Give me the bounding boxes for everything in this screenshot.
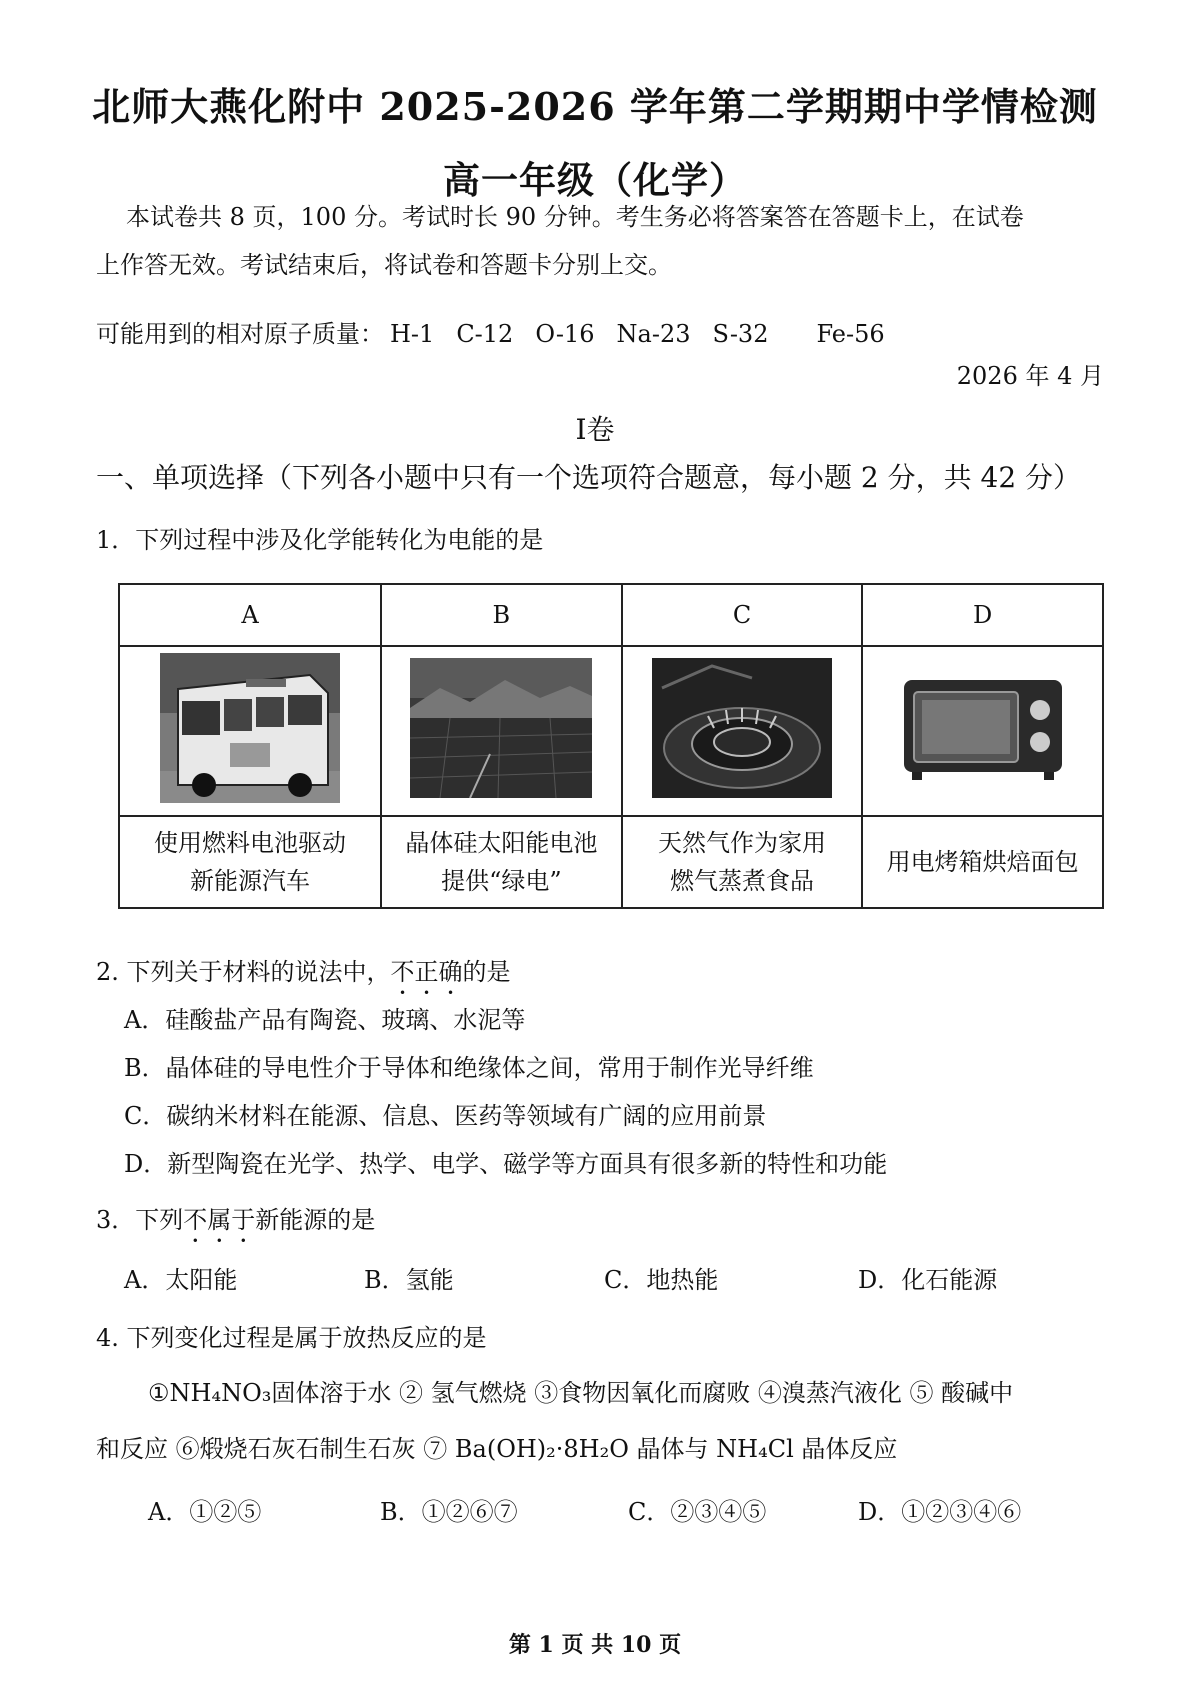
- q4-option-b: B．①②⑥⑦: [380, 1498, 518, 1526]
- gas-stove-photo: [652, 658, 832, 798]
- q1-col-letter: C: [622, 584, 863, 646]
- exam-title: 北师大燕化附中 2025-2026 学年第二学期期中学情检测: [92, 84, 1098, 129]
- q2-option-d: D．新型陶瓷在光学、热学、电学、磁学等方面具有很多新的特性和功能: [124, 1150, 888, 1178]
- atomic-mass-item: C-12: [456, 320, 514, 348]
- atomic-mass-item: O-16: [535, 320, 595, 348]
- q4-option-d: D．①②③④⑥: [858, 1498, 1022, 1526]
- q4-stem: 4. 下列变化过程是属于放热反应的是: [96, 1324, 487, 1352]
- q2-stem: [96, 952, 511, 1000]
- q1-caption: 用电烤箱烘焙面包: [886, 848, 1079, 876]
- q1-caption: 晶体硅太阳能电池: [405, 829, 598, 857]
- q1-caption: 新能源汽车: [190, 867, 311, 895]
- q1-caption: 燃气蒸煮食品: [670, 867, 814, 895]
- q3-stem: [96, 1200, 375, 1248]
- q1-image-cell: [622, 646, 863, 816]
- volume-heading: Ⅰ卷: [575, 413, 615, 446]
- q1-caption: 天然气作为家用: [658, 829, 826, 857]
- solar-panel-photo: [410, 658, 592, 798]
- instructions-line-1: 本试卷共 8 页，100 分。考试时长 90 分钟。考生务必将答案答在答题卡上，在试卷: [126, 203, 1024, 231]
- q3-option-c: C．地热能: [604, 1266, 719, 1294]
- bus-photo: [160, 653, 340, 803]
- q3-stem-post: 新能源的是: [255, 1206, 376, 1234]
- q1-col-letter: D: [862, 584, 1103, 646]
- q1-image-cell: [119, 646, 381, 816]
- q1-caption: 使用燃料电池驱动: [154, 829, 347, 857]
- oven-photo: [900, 672, 1066, 784]
- q3-option-a: A．太阳能: [124, 1266, 238, 1294]
- q1-caption-cell: [381, 816, 622, 908]
- q1-options-table: [118, 583, 1104, 909]
- atomic-mass-item: Na-23: [616, 320, 691, 348]
- q4-items-line-2: 和反应 ⑥煅烧石灰石制生石灰 ⑦ Ba(OH)₂·8H₂O 晶体与 NH₄Cl 晶体反应: [96, 1435, 898, 1463]
- atomic-mass-item: S-32: [712, 320, 769, 348]
- atomic-mass-item: Fe-56: [816, 320, 885, 348]
- q2-stem-post: 的是: [462, 958, 511, 986]
- q1-caption: 提供“绿电”: [441, 867, 562, 895]
- q1-image-cell: [381, 646, 622, 816]
- q1-col-letter: A: [119, 584, 381, 646]
- q4-items-line-1: ①NH₄NO₃固体溶于水 ② 氢气燃烧 ③食物因氧化而腐败 ④溴蒸汽液化 ⑤ 酸碱中: [148, 1379, 1014, 1407]
- page-footer: 第 1 页 共 10 页: [508, 1632, 682, 1658]
- exam-subtitle: 高一年级（化学）: [443, 158, 747, 202]
- q4-option-c: C．②③④⑤: [628, 1498, 767, 1526]
- q2-option-b: B．晶体硅的导电性介于导体和绝缘体之间，常用于制作光导纤维: [124, 1054, 814, 1082]
- q2-stem-emphasis: 不正确: [390, 958, 463, 986]
- q3-option-d: D．化石能源: [858, 1266, 998, 1294]
- q2-option-c: C．碳纳米材料在能源、信息、医药等领域有广阔的应用前景: [124, 1102, 767, 1130]
- section-heading: 一、单项选择（下列各小题中只有一个选项符合题意，每小题 2 分，共 42 分）: [96, 461, 1082, 494]
- q3-stem-emphasis: 不属于: [183, 1206, 256, 1234]
- q3-stem-pre: 3．下列: [96, 1206, 184, 1234]
- atomic-mass-item: H-1: [390, 320, 435, 348]
- atomic-masses: [96, 314, 907, 349]
- q2-option-a: A．硅酸盐产品有陶瓷、玻璃、水泥等: [124, 1006, 526, 1034]
- exam-date: 2026 年 4 月: [956, 362, 1104, 390]
- q1-image-cell: [862, 646, 1103, 816]
- q1-col-letter: B: [381, 584, 622, 646]
- q1-caption-cell: [119, 816, 381, 908]
- q2-stem-pre: 2. 下列关于材料的说法中，: [96, 958, 391, 986]
- atomic-masses-label: 可能用到的相对原子质量：: [96, 320, 384, 348]
- instructions-line-2: 上作答无效。考试结束后，将试卷和答题卡分别上交。: [96, 251, 672, 279]
- q1-caption-cell: [622, 816, 863, 908]
- q1-stem: 1．下列过程中涉及化学能转化为电能的是: [96, 526, 544, 554]
- q3-option-b: B．氢能: [364, 1266, 454, 1294]
- q1-caption-cell: [862, 816, 1103, 908]
- q4-option-a: A．①②⑤: [148, 1498, 262, 1526]
